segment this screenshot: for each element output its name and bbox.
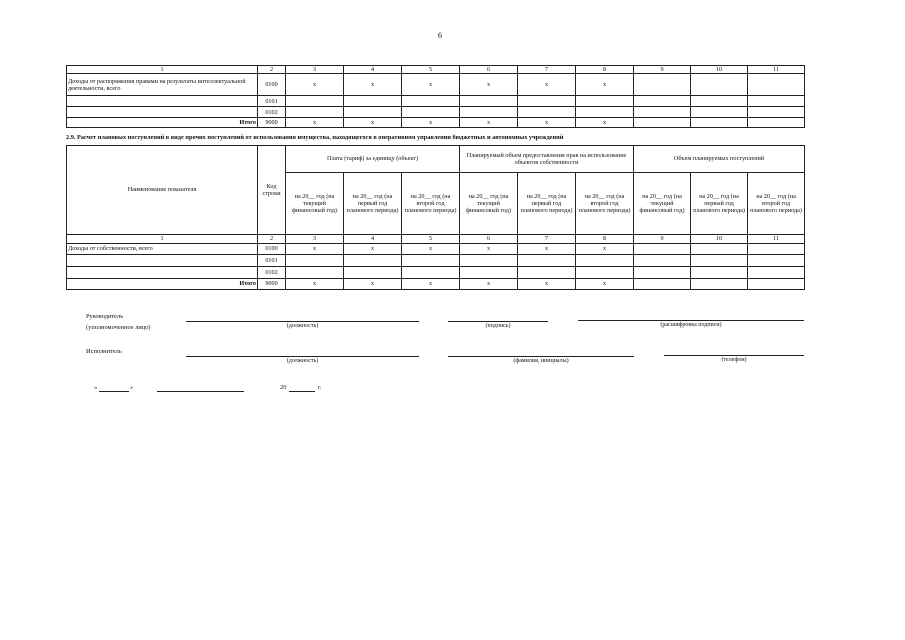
row-name — [67, 96, 258, 107]
section-title: 2.9. Расчет плановых поступлений в виде прочих поступлений от использования имущества, находящегося в оперативном управлении бюджетных и автономных учреждений — [66, 134, 564, 141]
cell: x — [460, 279, 518, 290]
cell — [634, 96, 691, 107]
cell — [691, 279, 748, 290]
cell: x — [286, 244, 344, 255]
sub-header-second: на 20__ год (на второй год планового периода) — [402, 173, 460, 235]
date-open-quote: « — [94, 384, 98, 391]
col-header-name: Наименование показателя — [67, 146, 258, 235]
executor-name-line — [448, 356, 634, 357]
row-code: 0100 — [258, 74, 286, 96]
sub-header-first: на 20__ год (на первый год планового периода) — [691, 173, 748, 235]
cell: x — [518, 118, 576, 128]
cell: x — [286, 74, 344, 96]
cell: x — [576, 74, 634, 96]
row-code: 9000 — [258, 279, 286, 290]
row-name — [67, 255, 258, 267]
cell: x — [286, 118, 344, 128]
cell: x — [518, 279, 576, 290]
cell: x — [576, 244, 634, 255]
cell: x — [344, 118, 402, 128]
row-code: 9000 — [258, 118, 286, 128]
cell — [518, 255, 576, 267]
col-number: 10 — [691, 235, 748, 244]
table-row — [67, 107, 805, 118]
sub-header-first: на 20__ год (на первый год планового периода) — [518, 173, 576, 235]
row-name: Итого — [67, 279, 258, 290]
executor-position-line — [186, 356, 419, 357]
col-number: 6 — [460, 235, 518, 244]
col-number: 9 — [634, 235, 691, 244]
table-row — [67, 96, 805, 107]
row-code: 0102 — [258, 107, 286, 118]
date-day-line — [99, 391, 129, 392]
cell — [634, 255, 691, 267]
cell — [576, 255, 634, 267]
col-number: 3 — [286, 235, 344, 244]
table-row — [67, 244, 805, 255]
cell — [748, 255, 805, 267]
cell — [634, 118, 691, 128]
date-month-line — [157, 391, 244, 392]
cell — [460, 96, 518, 107]
cell — [691, 267, 748, 279]
row-code: 0100 — [258, 244, 286, 255]
col-number: 7 — [518, 235, 576, 244]
sub-header-current: на 20__ год (на текущий финансовый год) — [286, 173, 344, 235]
header-group-row — [67, 146, 805, 173]
cell — [748, 244, 805, 255]
cell — [748, 118, 805, 128]
cell: x — [460, 118, 518, 128]
cell — [286, 267, 344, 279]
row-name: Доходы от распоряжения правами на результаты интеллектуальной деятельности, всего — [67, 74, 258, 96]
cell: x — [344, 279, 402, 290]
col-number: 3 — [286, 66, 344, 74]
cell — [748, 96, 805, 107]
cell — [691, 118, 748, 128]
col-number: 11 — [748, 235, 805, 244]
cell — [691, 107, 748, 118]
col-number: 11 — [748, 66, 805, 74]
cell — [286, 255, 344, 267]
cell — [402, 255, 460, 267]
cell — [344, 255, 402, 267]
sub-header-first: на 20__ год (на первый год планового периода) — [344, 173, 402, 235]
cell — [518, 107, 576, 118]
cell — [286, 96, 344, 107]
sub-header-current: на 20__ год (на текущий финансовый год) — [460, 173, 518, 235]
date-year-line — [289, 391, 315, 392]
executor-name-caption: (фамилия, инициалы) — [513, 358, 569, 364]
table-row — [67, 267, 805, 279]
executor-position-caption: (должность) — [286, 358, 319, 364]
cell — [402, 107, 460, 118]
cell — [748, 107, 805, 118]
table-row — [67, 74, 805, 96]
head-decoding-line — [578, 320, 804, 321]
cell: x — [460, 244, 518, 255]
cell — [634, 267, 691, 279]
col-number: 2 — [258, 235, 286, 244]
cell — [691, 74, 748, 96]
col-number: 9 — [634, 66, 691, 74]
col-header-code: Код строки — [258, 146, 286, 235]
cell: x — [402, 74, 460, 96]
col-number: 2 — [258, 66, 286, 74]
head-label: Руководитель — [86, 313, 124, 320]
table-total-row — [67, 279, 805, 290]
sub-header-second: на 20__ год (на второй год планового периода) — [748, 173, 805, 235]
cell — [518, 96, 576, 107]
cell — [634, 107, 691, 118]
cell — [576, 96, 634, 107]
group-header-volume: Планируемый объем предоставления прав на использование объектов собственности — [460, 146, 634, 173]
cell — [576, 107, 634, 118]
row-name — [67, 267, 258, 279]
head-sublabel: (уполномоченное лицо) — [86, 324, 151, 331]
cell: x — [518, 244, 576, 255]
cell: x — [402, 118, 460, 128]
cell — [634, 74, 691, 96]
cell — [748, 267, 805, 279]
table-intellectual-property-income — [66, 65, 805, 128]
col-number: 8 — [576, 235, 634, 244]
sub-header-current: на 20__ год (на текущий финансовый год) — [634, 173, 691, 235]
cell: x — [402, 279, 460, 290]
date-close-quote: » — [130, 384, 134, 391]
col-number: 10 — [691, 66, 748, 74]
cell — [691, 96, 748, 107]
head-position-caption: (должность) — [286, 323, 319, 329]
cell — [518, 267, 576, 279]
date-year-prefix: 20 — [280, 384, 287, 391]
col-number: 1 — [67, 235, 258, 244]
col-number: 5 — [402, 235, 460, 244]
col-number: 6 — [460, 66, 518, 74]
head-position-line — [186, 321, 419, 322]
cell — [402, 267, 460, 279]
group-header-receipts: Объем планируемых поступлений — [634, 146, 805, 173]
row-name: Итого — [67, 118, 258, 128]
cell — [460, 107, 518, 118]
header-number-row — [67, 235, 805, 244]
cell: x — [344, 244, 402, 255]
executor-phone-caption: (телефон) — [721, 357, 747, 363]
col-number: 4 — [344, 66, 402, 74]
group-header-tariff: Плата (тариф) за единицу (объект) — [286, 146, 460, 173]
head-decoding-caption: (расшифровка подписи) — [660, 322, 722, 328]
row-code: 0101 — [258, 96, 286, 107]
col-number: 7 — [518, 66, 576, 74]
cell — [691, 255, 748, 267]
col-number: 4 — [344, 235, 402, 244]
cell: x — [402, 244, 460, 255]
page-number: 6 — [438, 31, 442, 40]
cell — [748, 279, 805, 290]
cell: x — [460, 74, 518, 96]
cell: x — [286, 279, 344, 290]
cell: x — [518, 74, 576, 96]
date-year-suffix: г. — [318, 384, 322, 391]
cell — [344, 107, 402, 118]
executor-label: Исполнитель — [86, 348, 122, 355]
head-signature-caption: (подпись) — [485, 323, 511, 329]
row-name — [67, 107, 258, 118]
cell — [344, 267, 402, 279]
col-number: 5 — [402, 66, 460, 74]
row-name: Доходы от собственности, всего — [67, 244, 258, 255]
col-number: 1 — [67, 66, 258, 74]
cell: x — [576, 118, 634, 128]
head-signature-line — [448, 321, 548, 322]
cell — [691, 244, 748, 255]
row-code: 0101 — [258, 255, 286, 267]
cell — [460, 255, 518, 267]
col-number: 8 — [576, 66, 634, 74]
cell — [634, 244, 691, 255]
cell — [634, 279, 691, 290]
cell — [402, 96, 460, 107]
sub-header-second: на 20__ год (на второй год планового периода) — [576, 173, 634, 235]
table-total-row — [67, 118, 805, 128]
executor-phone-line — [664, 355, 804, 356]
cell: x — [344, 74, 402, 96]
cell — [576, 267, 634, 279]
header-number-row — [67, 66, 805, 74]
row-code: 0102 — [258, 267, 286, 279]
cell — [286, 107, 344, 118]
cell — [748, 74, 805, 96]
table-property-use-income — [66, 145, 805, 290]
table-row — [67, 255, 805, 267]
cell — [344, 96, 402, 107]
cell: x — [576, 279, 634, 290]
cell — [460, 267, 518, 279]
